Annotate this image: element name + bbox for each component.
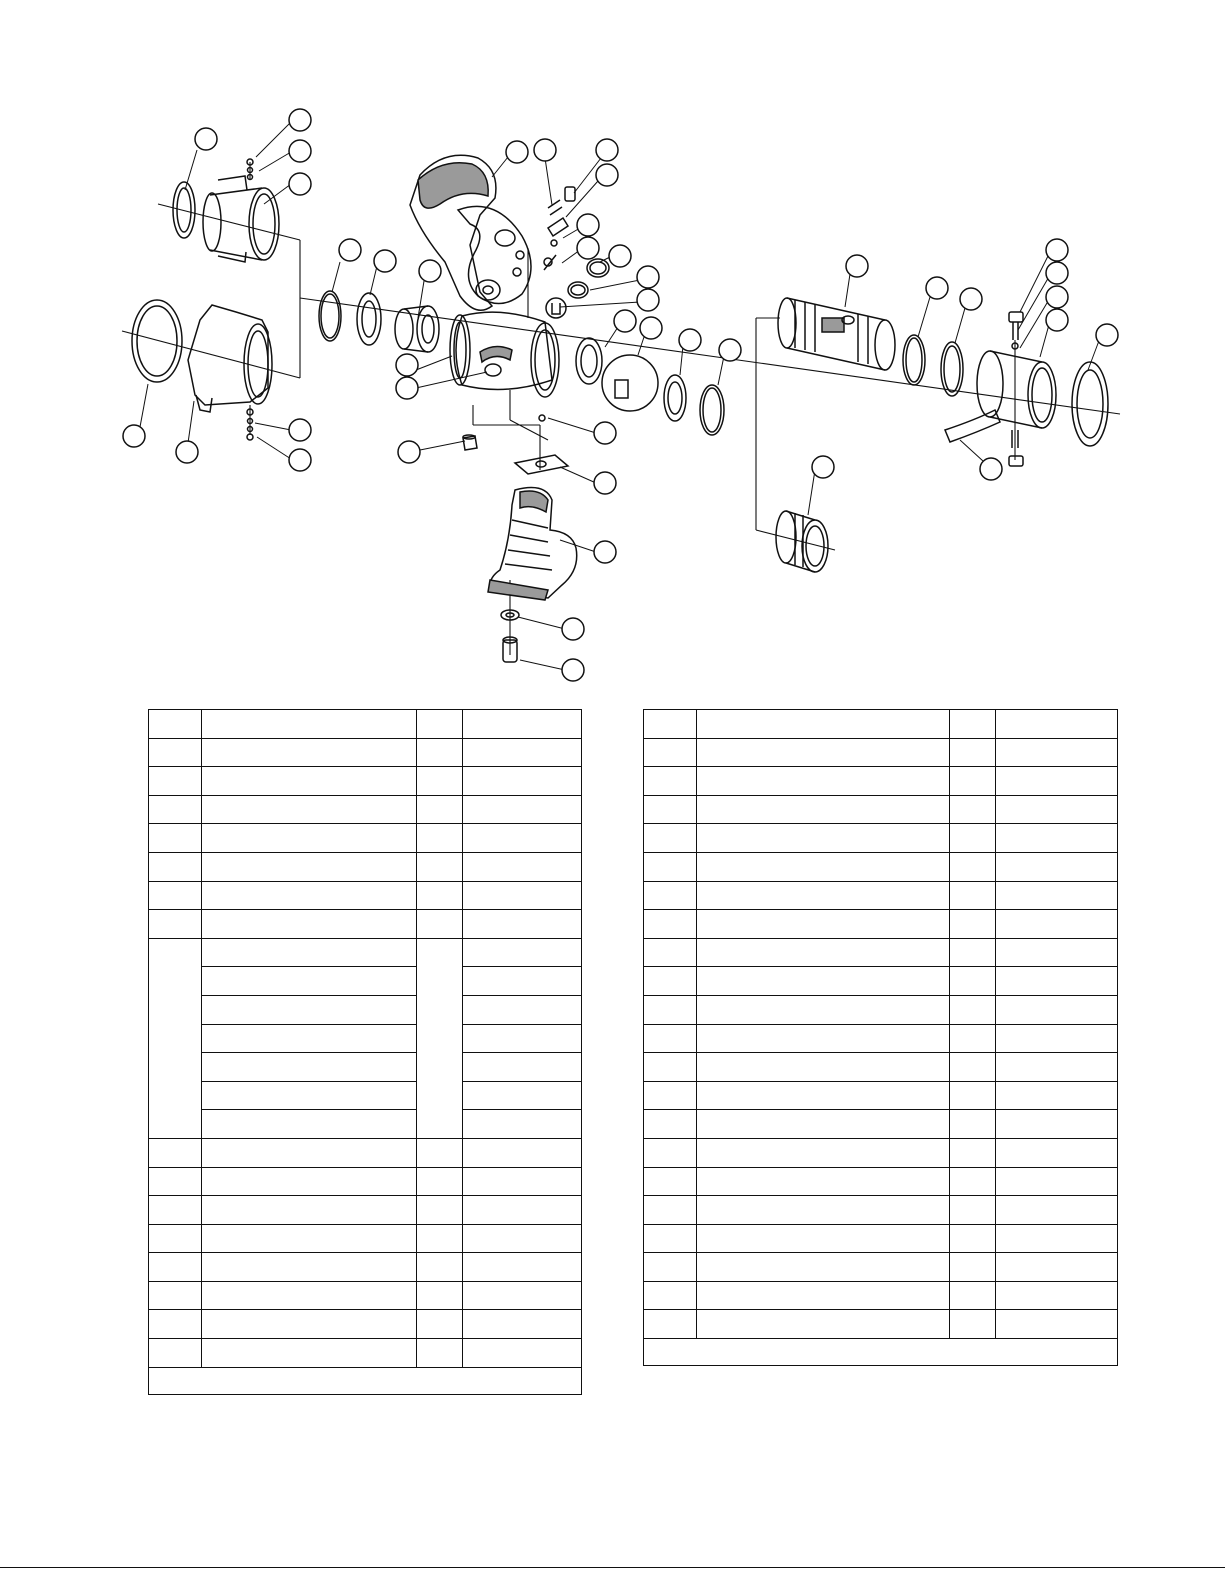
table-cell: [996, 938, 1118, 967]
table-cell: [463, 852, 582, 881]
table-cell: [644, 1253, 697, 1282]
table-cell: [996, 910, 1118, 939]
table-cell: [417, 1224, 463, 1253]
table-cell: [149, 1339, 202, 1368]
table-cell: [996, 1253, 1118, 1282]
table-cell: [149, 824, 202, 853]
table-cell: [950, 767, 996, 796]
table-row: [644, 938, 1118, 967]
table-row: [644, 1281, 1118, 1310]
table-cell: [644, 852, 697, 881]
table-header-row: [644, 710, 1118, 739]
female-swivel-coupling: [203, 159, 279, 262]
table-cell: [149, 738, 202, 767]
table-cell: [644, 738, 697, 767]
table-cell: [463, 1110, 582, 1139]
table-cell: [463, 881, 582, 910]
table-row: [149, 881, 582, 910]
seal-washer-1: [357, 293, 381, 345]
table-cell: [697, 1253, 950, 1282]
table-row: [644, 1081, 1118, 1110]
table-cell: [463, 795, 582, 824]
table-cell: [950, 1281, 996, 1310]
table-cell: [202, 995, 417, 1024]
label-tag: [945, 410, 1000, 442]
table-cell: [202, 910, 417, 939]
table-cell: [697, 738, 950, 767]
table-cell: [202, 1253, 417, 1282]
table-row: [644, 767, 1118, 796]
table-cell: [697, 824, 950, 853]
table-cell: [950, 795, 996, 824]
table-cell: [950, 738, 996, 767]
table-cell: [417, 738, 463, 767]
table-row-grouped: [149, 1024, 582, 1053]
table-cell: [950, 1196, 996, 1225]
table-cell: [697, 1053, 950, 1082]
table-row: [644, 1110, 1118, 1139]
table-cell: [996, 1196, 1118, 1225]
o-ring-3: [903, 335, 925, 385]
table-cell: [697, 1224, 950, 1253]
rocker-adapter-collar: [977, 312, 1056, 466]
table-cell: [417, 1253, 463, 1282]
table-cell: [202, 1081, 417, 1110]
table-cell: [950, 1253, 996, 1282]
table-cell: [697, 767, 950, 796]
table-cell: [463, 1053, 582, 1082]
table-row: [644, 738, 1118, 767]
table-row: [149, 1138, 582, 1167]
table-cell: [950, 1310, 996, 1339]
callout-leaders: [140, 122, 1100, 670]
header-cell: [149, 710, 202, 739]
table-cell: [202, 1310, 417, 1339]
table-cell: [996, 1110, 1118, 1139]
table-cell: [950, 881, 996, 910]
table-cell: [149, 1224, 202, 1253]
table-cell: [149, 767, 202, 796]
table-cell: [149, 795, 202, 824]
table-cell: [463, 1081, 582, 1110]
table-row: [644, 852, 1118, 881]
table-row: [644, 881, 1118, 910]
header-cell: [950, 710, 996, 739]
table-row: [149, 852, 582, 881]
tip-adapter: [778, 298, 895, 370]
table-cell: [996, 1053, 1118, 1082]
table-cell: [149, 910, 202, 939]
table-cell: [463, 1281, 582, 1310]
table-row-grouped: [149, 995, 582, 1024]
table-row: [644, 1024, 1118, 1053]
table-cell: [644, 767, 697, 796]
table-cell: [697, 938, 950, 967]
parts-table-right: [643, 709, 1118, 1366]
detent-pin: [539, 415, 545, 421]
table-cell: [644, 1110, 697, 1139]
table-row: [644, 1310, 1118, 1339]
table-cell: [644, 1053, 697, 1082]
table-row-grouped: [149, 967, 582, 996]
table-cell: [644, 1138, 697, 1167]
header-cell: [996, 710, 1118, 739]
table-cell: [996, 995, 1118, 1024]
table-cell: [950, 995, 996, 1024]
table-cell: [417, 1138, 463, 1167]
table-cell: [417, 1310, 463, 1339]
table-cell: [202, 1053, 417, 1082]
header-cell: [202, 710, 417, 739]
table-cell: [996, 824, 1118, 853]
table-cell: [644, 1167, 697, 1196]
page-bottom-rule: [0, 1567, 1225, 1568]
header-cell: [417, 710, 463, 739]
table-cell: [202, 738, 417, 767]
table-cell: [202, 795, 417, 824]
table-row: [149, 1224, 582, 1253]
rocker-lug-coupling: [188, 305, 272, 440]
table-cell: [644, 967, 697, 996]
table-cell: [202, 938, 417, 967]
table-row: [644, 1253, 1118, 1282]
set-screw: [463, 435, 477, 450]
table-cell: [202, 1110, 417, 1139]
table-cell: [417, 1167, 463, 1196]
table-row: [149, 1310, 582, 1339]
table-row: [149, 1339, 582, 1368]
table-cell: [697, 795, 950, 824]
table-row: [149, 1167, 582, 1196]
table-cell: [202, 1196, 417, 1225]
table-cell: [202, 967, 417, 996]
table-header-row: [149, 710, 582, 739]
table-cell: [996, 881, 1118, 910]
table-cell: [996, 1081, 1118, 1110]
assembly-lines: [122, 162, 1120, 655]
table-cell: [644, 1281, 697, 1310]
table-cell: [697, 852, 950, 881]
table-row-group-start: [149, 938, 582, 967]
table-footer: [149, 1367, 582, 1394]
mounting-plate: [515, 455, 568, 474]
table-cell: [697, 1138, 950, 1167]
table-cell: [950, 1224, 996, 1253]
table-footer: [644, 1339, 1118, 1366]
parts-table-left: [148, 709, 582, 1395]
table-footer-row: [149, 1367, 582, 1394]
table-cell: [996, 1138, 1118, 1167]
table-row: [644, 910, 1118, 939]
table-cell: [697, 1310, 950, 1339]
table-cell: [417, 881, 463, 910]
table-row-grouped: [149, 1110, 582, 1139]
bale-handle: [410, 155, 531, 310]
table-row: [149, 824, 582, 853]
table-row: [644, 1224, 1118, 1253]
table-cell: [202, 824, 417, 853]
table-cell: [996, 1224, 1118, 1253]
table-cell: [950, 1167, 996, 1196]
table-cell: [644, 1310, 697, 1339]
table-cell: [697, 1281, 950, 1310]
table-cell: [417, 1281, 463, 1310]
table-cell: [950, 910, 996, 939]
table-cell: [149, 1253, 202, 1282]
table-cell: [697, 995, 950, 1024]
table-cell: [149, 1281, 202, 1310]
male-adapter-bottom: [776, 511, 828, 572]
table-cell: [697, 1081, 950, 1110]
table-cell: [697, 910, 950, 939]
table-cell: [950, 1138, 996, 1167]
table-row: [149, 1281, 582, 1310]
merged-item-cell: [149, 938, 202, 1138]
table-cell: [149, 1196, 202, 1225]
table-cell: [463, 1310, 582, 1339]
table-cell: [149, 881, 202, 910]
ball: [602, 355, 658, 411]
table-cell: [950, 1081, 996, 1110]
table-cell: [202, 1024, 417, 1053]
table-row: [644, 1167, 1118, 1196]
table-cell: [996, 1281, 1118, 1310]
table-cell: [463, 1167, 582, 1196]
table-cell: [697, 1167, 950, 1196]
table-cell: [644, 1224, 697, 1253]
table-cell: [996, 1310, 1118, 1339]
table-cell: [950, 1110, 996, 1139]
table-row: [644, 1196, 1118, 1225]
table-cell: [950, 1053, 996, 1082]
table-cell: [644, 824, 697, 853]
table-cell: [463, 824, 582, 853]
o-ring-4: [941, 342, 963, 396]
o-ring-2: [700, 385, 724, 435]
table-cell: [996, 767, 1118, 796]
table-row: [644, 795, 1118, 824]
table-row: [644, 1053, 1118, 1082]
table-cell: [996, 1024, 1118, 1053]
table-cell: [149, 1138, 202, 1167]
end-gasket-right: [1072, 362, 1108, 446]
table-cell: [697, 1110, 950, 1139]
header-cell: [697, 710, 950, 739]
table-row: [149, 738, 582, 767]
header-cell: [463, 710, 582, 739]
table-cell: [417, 910, 463, 939]
table-row: [644, 995, 1118, 1024]
table-row: [149, 1253, 582, 1282]
table-cell: [202, 881, 417, 910]
table-cell: [417, 852, 463, 881]
table-cell: [697, 1024, 950, 1053]
valve-body: [450, 312, 559, 397]
table-cell: [417, 1196, 463, 1225]
merged-qty-cell: [417, 938, 463, 1138]
table-cell: [644, 1081, 697, 1110]
table-cell: [697, 881, 950, 910]
table-cell: [149, 1167, 202, 1196]
table-cell: [996, 852, 1118, 881]
table-cell: [950, 824, 996, 853]
table-cell: [996, 1167, 1118, 1196]
table-cell: [463, 1024, 582, 1053]
table-cell: [463, 1339, 582, 1368]
table-cell: [950, 852, 996, 881]
table-cell: [996, 795, 1118, 824]
table-cell: [463, 767, 582, 796]
table-cell: [463, 1224, 582, 1253]
table-cell: [202, 1138, 417, 1167]
table-cell: [463, 995, 582, 1024]
nh-gasket-large: [132, 300, 182, 382]
table-row-grouped: [149, 1053, 582, 1082]
table-cell: [644, 795, 697, 824]
table-cell: [950, 967, 996, 996]
table-cell: [202, 1224, 417, 1253]
table-cell: [996, 967, 1118, 996]
table-cell: [463, 738, 582, 767]
table-cell: [463, 1138, 582, 1167]
table-cell: [463, 910, 582, 939]
table-cell: [463, 938, 582, 967]
table-cell: [417, 824, 463, 853]
table-row: [644, 1138, 1118, 1167]
table-cell: [996, 738, 1118, 767]
table-cell: [463, 967, 582, 996]
table-row: [149, 767, 582, 796]
table-cell: [950, 1024, 996, 1053]
header-cell: [644, 710, 697, 739]
table-cell: [644, 995, 697, 1024]
table-cell: [463, 1196, 582, 1225]
seat-1: [576, 338, 602, 384]
table-cell: [202, 1167, 417, 1196]
o-ring-1: [319, 291, 341, 341]
table-cell: [950, 938, 996, 967]
table-row: [149, 795, 582, 824]
table-row: [149, 910, 582, 939]
table-cell: [202, 1281, 417, 1310]
table-cell: [417, 767, 463, 796]
table-cell: [644, 910, 697, 939]
table-cell: [644, 1196, 697, 1225]
table-cell: [644, 1024, 697, 1053]
table-row: [644, 967, 1118, 996]
table-cell: [417, 795, 463, 824]
table-row-grouped: [149, 1081, 582, 1110]
table-cell: [697, 1196, 950, 1225]
table-cell: [202, 852, 417, 881]
table-cell: [417, 1339, 463, 1368]
table-cell: [644, 881, 697, 910]
table-cell: [202, 1339, 417, 1368]
table-row: [149, 1196, 582, 1225]
table-cell: [202, 767, 417, 796]
pistol-grip: [488, 488, 577, 600]
exploded-parts-diagram: [0, 0, 1225, 700]
swivel-gasket-top: [173, 182, 195, 238]
table-cell: [697, 967, 950, 996]
table-cell: [149, 852, 202, 881]
table-cell: [644, 938, 697, 967]
table-cell: [463, 1253, 582, 1282]
table-row: [644, 824, 1118, 853]
table-cell: [149, 1310, 202, 1339]
seat-2: [664, 375, 686, 421]
table-footer-row: [644, 1339, 1118, 1366]
